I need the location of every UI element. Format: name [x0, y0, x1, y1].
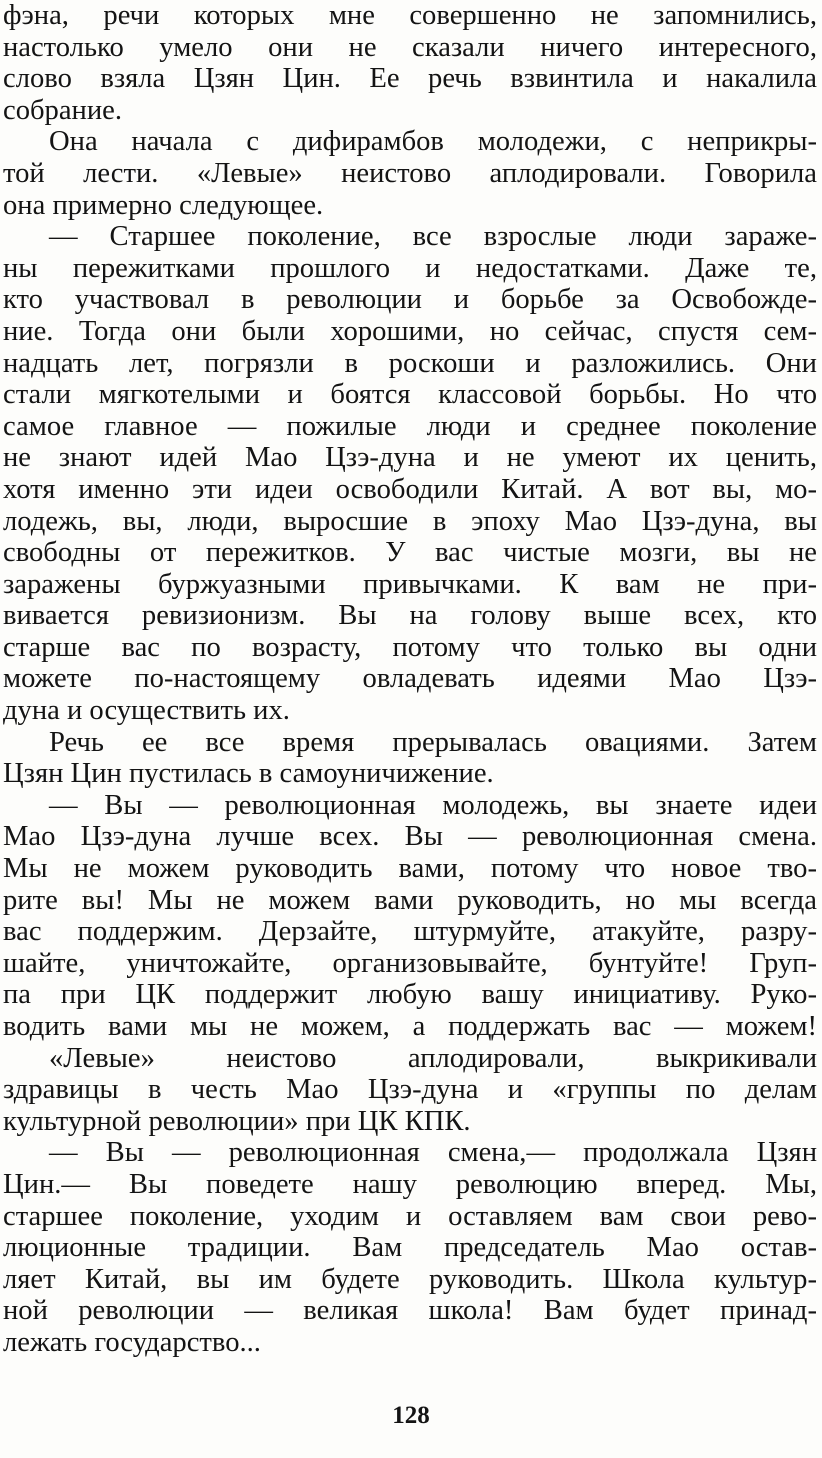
- text-line: шайте, уничтожайте, организовывайте, бунтуйте! Груп-: [3, 947, 817, 979]
- text-line: дуна и осуществить их.: [3, 695, 290, 727]
- text-line: Цзян Цин пустилась в самоуничижение.: [3, 758, 494, 790]
- text-line: ны пережитками прошлого и недостатками. Даже те,: [3, 252, 817, 284]
- text-line: Речь ее все время прерывалась овациями. Затем: [49, 726, 817, 758]
- text-line: свободны от пережитков. У вас чистые мозги, вы не: [3, 537, 817, 569]
- text-line: — Вы — революционная смена,— продолжала Цзян: [49, 1137, 817, 1169]
- text-line: фэна, речи которых мне совершенно не запомнились,: [3, 0, 817, 31]
- text-line: культурной революции» при ЦК КПК.: [3, 1105, 471, 1137]
- text-line: настолько умело они не сказали ничего интересного,: [3, 31, 817, 63]
- text-line: вас поддержим. Дерзайте, штурмуйте, атакуйте, разру-: [3, 916, 817, 948]
- text-line: Мао Цзэ-дуна лучше всех. Вы — революционная смена.: [3, 821, 817, 853]
- text-line: рите вы! Мы не можем вами руководить, но мы всегда: [3, 884, 817, 916]
- body-text: [3, 0, 817, 1359]
- text-line: не знают идей Мао Цзэ-дуна и не умеют их ценить,: [3, 442, 817, 474]
- text-line: слово взяла Цзян Цин. Ее речь взвинтила и накалила: [3, 63, 817, 95]
- text-line: заражены буржуазными привычками. К вам не при-: [3, 568, 817, 600]
- text-line: Мы не можем руководить вами, потому что новое тво-: [3, 853, 817, 885]
- text-line: па при ЦК поддержит любую вашу инициативу. Руко-: [3, 979, 817, 1011]
- text-line: кто участвовал в революции и борьбе за Освобожде-: [3, 284, 817, 316]
- text-line: лежать государство...: [3, 1326, 261, 1358]
- text-line: «Левые» неистово аплодировали, выкрикивали: [49, 1042, 817, 1074]
- text-line: — Вы — революционная молодежь, вы знаете идеи: [49, 789, 817, 821]
- text-line: водить вами мы не можем, а поддержать вас — можем!: [3, 1011, 817, 1042]
- text-line: можете по-настоящему овладевать идеями Мао Цзэ-: [3, 663, 817, 695]
- text-line: Она начала с дифирамбов молодежи, с неприкры-: [49, 126, 817, 158]
- text-line: собрание.: [3, 94, 122, 126]
- text-line: Цин.— Вы поведете нашу революцию вперед. Мы,: [3, 1168, 817, 1200]
- text-line: ляет Китай, вы им будете руководить. Школа культур-: [3, 1263, 817, 1295]
- text-line: она примерно следующее.: [3, 189, 324, 221]
- text-line: старшее поколение, уходим и оставляем вам свои рево-: [3, 1200, 817, 1232]
- text-line: надцать лет, погрязли в роскоши и разложились. Они: [3, 347, 817, 379]
- text-line: стали мягкотелыми и боятся классовой борьбы. Но что: [3, 379, 817, 411]
- text-line: лодежь, вы, люди, выросшие в эпоху Мао Цзэ-дуна, вы: [3, 505, 817, 537]
- text-line: самое главное — пожилые люди и среднее поколение: [3, 410, 817, 442]
- text-line: вивается ревизионизм. Вы на голову выше всех, кто: [3, 600, 817, 632]
- text-line: люционные традиции. Вам председатель Мао остав-: [3, 1232, 817, 1264]
- text-line: хотя именно эти идеи освободили Китай. А вот вы, мо-: [3, 473, 817, 505]
- text-line: ние. Тогда они были хорошими, но сейчас, спустя сем-: [3, 315, 817, 347]
- text-line: ной революции — великая школа! Вам будет принад-: [3, 1295, 817, 1327]
- text-line: — Старшее поколение, все взрослые люди зараже-: [49, 221, 817, 253]
- text-line: здравицы в честь Мао Цзэ-дуна и «группы по делам: [3, 1074, 817, 1106]
- text-line: той лести. «Левые» неистово аплодировали. Говорила: [3, 157, 817, 189]
- text-line: старше вас по возрасту, потому что только вы одни: [3, 631, 817, 663]
- page-number: 128: [392, 1402, 430, 1429]
